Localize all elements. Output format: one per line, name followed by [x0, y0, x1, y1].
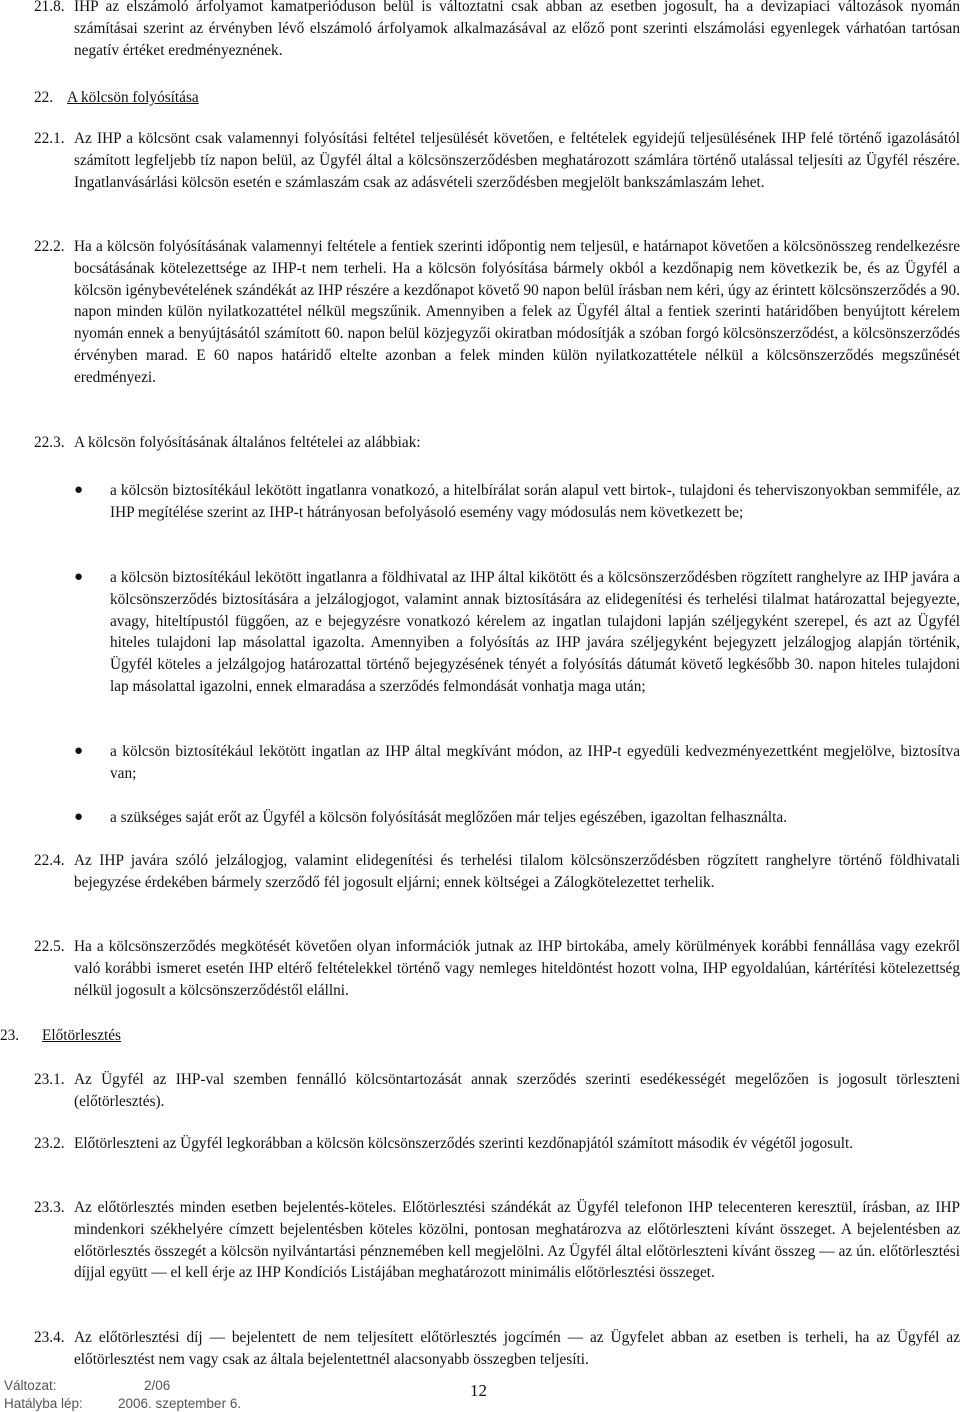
clause-text: Az IHP javára szóló jelzálogjog, valamint elidegenítési és terhelési tilalom kölcsönszerződésben rögzített ranghelyre történő földhivatali bejegyzése érdekében bármely szerződő fél jogosult eljárni; ennek költségei a Zálogkötelezettet terhelik. — [74, 852, 960, 891]
list-item-text: a kölcsön biztosítékául lekötött ingatlanra a földhivatal az IHP által kikötött és a kölcsönszerződésben rögzített ranghelyre az IHP javára a kölcsönszerződés biztosítására a jelzálogjogot, valamint annak biztosítására az elidegenítési és terhelési tilalmat határozattal bejegyezte, avagy, hiteltípustól függően, az e bejegyzésre vonatkozó kérelem az ingatlan tulajdoni lapján széljegyként szerepel, és azt az Ügyfél hiteles tulajdoni lap másolattal igazolta. Amennyiben a folyósítás az IHP javára széljegyként bejegyzett jelzálogjog alapján történik, Ügyfél köteles a jelzálgojog határozattal történő bejegyzésének tényét a folyósítás dátumát követő legkésőbb 30. napon hiteles tulajdoni lap másolattal igazolni, ennek elmaradása a szerződés felmondását vonhatja maga után; — [110, 569, 960, 695]
clause-text: Ha a kölcsön folyósításának valamennyi feltétele a fentiek szerinti időpontig nem teljesül, e határnapot követően a kölcsönösszeg rendelkezésre bocsátásának kötelezettsége az IHP-t nem terheli. Ha a kölcsön folyósítása bármely okból a kezdőnapig nem következik be, és az Ügyfél a kölcsön igénybevételének szándékát az IHP részére a kezdőnapot követő 90 napon belül írásban nem kéri, úgy az érintett kölcsönszerződés a 90. napon minden külön nyilatkozattétel nélkül megszűnik. Amennyiben a felek az Ügyfél által a fentiek szerinti határidőben benyújtott kérelem nyomán ennek a benyújtásától számított 60. napon belül közjegyzői okiratban módosítják a szóban forgó kölcsönszerződést, a kölcsönszerződés érvényben marad. E 60 napos határidő eltelte azonban a felek minden külön nyilatkozattétele nélkül a kölcsönszerződés megszűnését eredményezi. — [74, 238, 960, 386]
clause-23-4 — [34, 1327, 960, 1371]
clause-text: Ha a kölcsönszerződés megkötését követően olyan információk jutnak az IHP birtokába, amely körülmények korábbi fennállása vagy ezekről való korábbi ismeret esetén IHP eltérő feltételekkel történő vagy nemleges hiteldöntést hozott volna, IHP egyoldalúan, kártérítési kötelezettség nélkül jogosult a kölcsönszerződéstől elállni. — [74, 938, 960, 999]
clause-number: 23.1. — [34, 1071, 65, 1088]
section-heading-22 — [34, 87, 199, 109]
section-heading-23 — [0, 1025, 121, 1047]
footer-version — [4, 1377, 170, 1394]
footer-version-value: 2/06 — [144, 1378, 171, 1393]
clause-23-3 — [34, 1197, 960, 1284]
clause-text: Előtörleszteni az Ügyfél legkorábban a kölcsön kölcsönszerződés szerinti kezdőnapjától számított második év végétől jogosult. — [74, 1135, 854, 1152]
clause-number: 22.3. — [34, 434, 65, 451]
list-item — [74, 480, 960, 524]
list-item — [74, 807, 960, 829]
bullet-icon: ● — [74, 482, 84, 498]
clause-text: Az előtörlesztés minden esetben bejelentés-köteles. Előtörlesztési szándékát az Ügyfél telefonon IHP telecenteren keresztül, írásban, az IHP mindenkori székhelyére címzett bejelentésben köteles közölni, pontosan meghatározva az előtörleszteni kívánt összeget. A bejelentésben az előtörlesztés összegét a kölcsön nyilvántartási pénznemében kell megjelölni. Az Ügyfél által előtörleszteni kívánt összeg — az ún. előtörlesztési díjjal együtt — el kell érje az IHP Kondíciós Listájában meghatározott minimális előtörlesztési összeget. — [74, 1199, 960, 1282]
clause-number: 23.3. — [34, 1199, 65, 1216]
clause-23-2 — [34, 1133, 960, 1155]
bullet-icon: ● — [74, 809, 84, 825]
clause-text: IHP az elszámoló árfolyamot kamatperióduson belül is változtatni csak abban az esetben jogosult, ha a devizapiaci változások nyomán számításai szerint az érvényben lévő elszámoló árfolyamok alkalmazásával az előző pont szerinti elszámolási egyenlegek várhatóan tartósan negatív értéket eredményeznének. — [74, 0, 960, 59]
clause-23-1 — [34, 1069, 960, 1113]
page-number: 12 — [470, 1381, 487, 1400]
clause-number: 22.1. — [34, 130, 65, 147]
bullet-icon: ● — [74, 569, 84, 585]
footer-effective-date — [4, 1395, 241, 1412]
list-item-text: a kölcsön biztosítékául lekötött ingatlan az IHP által megkívánt módon, az IHP-t egyedüli kedvezményezettként megjelölve, biztosítva van; — [110, 743, 960, 782]
clause-text: A kölcsön folyósításának általános feltételei az alábbiak: — [74, 434, 421, 451]
clause-22-2 — [34, 236, 960, 389]
clause-text: Az előtörlesztési díj — bejelentett de nem teljesített előtörlesztés jogcímén — az Ügyfelet abban az esetben is terheli, ha az Ügyfél az előtörlesztést nem vagy csak az általa bejelentettnél alacsonyabb összegben teljesíti. — [74, 1329, 960, 1368]
clause-text: Az Ügyfél az IHP-val szemben fennálló kölcsöntartozását annak szerződés szerinti esedékességét megelőzően is jogosult törleszteni (előtörlesztés). — [74, 1071, 960, 1110]
footer-version-label: Változat: — [4, 1378, 57, 1393]
section-number: 23. — [0, 1027, 20, 1044]
clause-22-4 — [34, 850, 960, 894]
section-title: Előtörlesztés — [42, 1027, 122, 1044]
section-number: 22. — [34, 89, 54, 106]
list-item — [74, 567, 960, 698]
clause-22-5 — [34, 936, 960, 1001]
section-title: A kölcsön folyósítása — [67, 89, 199, 106]
clause-number: 22.2. — [34, 238, 65, 255]
clause-number: 23.4. — [34, 1329, 65, 1346]
clause-number: 22.4. — [34, 852, 65, 869]
bullet-icon: ● — [74, 743, 84, 759]
footer-effective-label: Hatályba lép: — [4, 1396, 83, 1411]
list-item-text: a kölcsön biztosítékául lekötött ingatlanra vonatkozó, a hitelbírálat során alapul vett birtok-, tulajdoni és teherviszonyokban semmiféle, az IHP megítélése szerint az IHP-t hátrányosan befolyásoló esemény vagy módosulás nem következett be; — [110, 482, 960, 521]
clause-text: Az IHP a kölcsönt csak valamennyi folyósítási feltétel teljesülését követően, e feltételek egyidejű teljesülésének IHP felé történő igazolásától számított legfeljebb tíz napon belül, az Ügyfél által a kölcsönszerződésben meghatározott számlára történő utalással teljesíti az Ügyfél részére. Ingatlanvásárlási kölcsön esetén e számlaszám csak az adásvételi szerződésben megjelölt bankszámlaszám lehet. — [74, 130, 960, 191]
clause-22-1 — [34, 128, 960, 193]
clause-number: 21.8. — [34, 0, 65, 15]
clause-number: 23.2. — [34, 1135, 65, 1152]
clause-21-8 — [34, 0, 960, 61]
footer-effective-value: 2006. szeptember 6. — [118, 1396, 242, 1411]
list-item — [74, 741, 960, 785]
list-item-text: a szükséges saját erőt az Ügyfél a kölcsön folyósítását meglőzően már teljes egészében, igazoltan felhasználta. — [110, 809, 788, 826]
clause-22-3 — [34, 432, 960, 454]
clause-number: 22.5. — [34, 938, 65, 955]
